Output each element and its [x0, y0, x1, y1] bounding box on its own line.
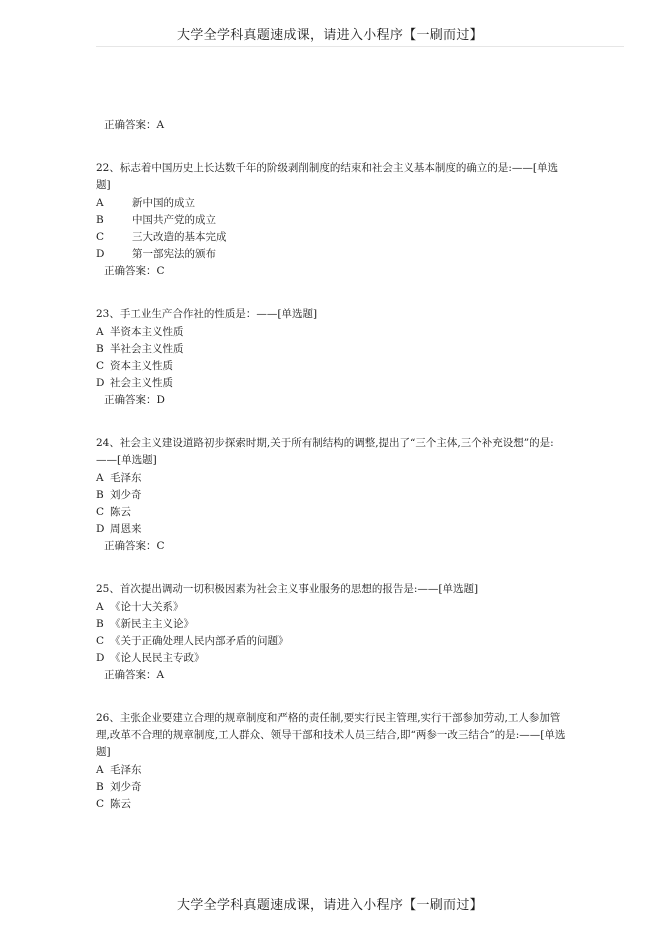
option-text: 中国共产党的成立 — [132, 214, 216, 226]
question-text: 26、主张企业要建立合理的规章制度和严格的责任制,要实行民主管理,实行干部参加劳动,工人参加管理,改革不合理的规章制度,工人群众、领导干部和技术人员三结合,即“两参一改三结合”的是:——[单选题] — [96, 712, 566, 758]
option-b[interactable] — [96, 487, 570, 504]
option-c[interactable] — [96, 796, 570, 813]
option-b[interactable] — [96, 341, 570, 358]
option-text: 新中国的成立 — [132, 197, 195, 209]
option-a[interactable] — [96, 324, 570, 341]
question-text: 25、首次提出调动一切积极因素为社会主义事业服务的思想的报告是:——[单选题] — [96, 583, 479, 595]
option-a[interactable] — [96, 762, 570, 779]
option-letter: C — [96, 798, 105, 810]
option-letter: C — [96, 635, 105, 647]
question-25 — [96, 581, 570, 684]
option-c[interactable] — [96, 504, 570, 521]
option-text: 第一部宪法的颁布 — [132, 248, 216, 260]
correct-answer: 正确答案：C — [104, 265, 165, 277]
option-text: 刘少奇 — [110, 781, 142, 793]
option-text: 《论人民民主专政》 — [110, 652, 205, 664]
option-b[interactable] — [96, 616, 570, 633]
option-text: 半社会主义性质 — [110, 343, 184, 355]
option-letter: D — [96, 377, 105, 389]
option-text: 社会主义性质 — [110, 377, 173, 389]
correct-answer: 正确答案：C — [104, 540, 165, 552]
option-b[interactable] — [96, 779, 570, 796]
option-letter: D — [96, 523, 105, 535]
option-text: 半资本主义性质 — [110, 326, 184, 338]
option-a[interactable] — [96, 470, 570, 487]
option-text: 《关于正确处理人民内部矛盾的问题》 — [110, 635, 289, 647]
option-text: 陈云 — [110, 506, 131, 518]
option-d[interactable] — [96, 246, 570, 263]
option-a[interactable] — [96, 195, 570, 212]
option-d[interactable] — [96, 521, 570, 538]
previous-answer: 正确答案：A — [104, 119, 165, 131]
option-c[interactable] — [96, 358, 570, 375]
option-text: 陈云 — [110, 798, 131, 810]
option-letter: C — [96, 360, 105, 372]
option-letter: A — [96, 197, 104, 209]
header-divider — [96, 46, 624, 47]
option-letter: B — [96, 343, 104, 355]
page-footer: 大学全学科真题速成课，请进入小程序【一刷而过】 — [177, 898, 483, 913]
correct-answer: 正确答案：D — [104, 394, 165, 406]
option-text: 资本主义性质 — [110, 360, 173, 372]
option-letter: C — [96, 231, 105, 243]
option-a[interactable] — [96, 599, 570, 616]
option-text: 毛泽东 — [110, 764, 142, 776]
correct-answer: 正确答案：A — [104, 669, 165, 681]
question-text: 24、社会主义建设道路初步探索时期,关于所有制结构的调整,提出了“三个主体,三个补充设想”的是:——[单选题] — [96, 437, 554, 466]
option-text: 三大改造的基本完成 — [132, 231, 227, 243]
question-24 — [96, 435, 570, 555]
option-letter: B — [96, 489, 104, 501]
option-d[interactable] — [96, 650, 570, 667]
option-letter: A — [96, 326, 104, 338]
option-text: 刘少奇 — [110, 489, 142, 501]
option-text: 《论十大关系》 — [110, 601, 184, 613]
option-c[interactable] — [96, 229, 570, 246]
option-letter: D — [96, 652, 105, 664]
option-letter: A — [96, 764, 104, 776]
option-letter: C — [96, 506, 105, 518]
question-list — [96, 117, 570, 813]
question-22 — [96, 160, 570, 280]
question-26 — [96, 710, 570, 813]
page-header: 大学全学科真题速成课，请进入小程序【一刷而过】 — [177, 28, 483, 43]
option-text: 毛泽东 — [110, 472, 142, 484]
option-d[interactable] — [96, 375, 570, 392]
option-letter: B — [96, 214, 104, 226]
option-b[interactable] — [96, 212, 570, 229]
question-text: 22、标志着中国历史上长达数千年的阶级剥削制度的结束和社会主义基本制度的确立的是:——[单选题] — [96, 162, 558, 191]
option-letter: A — [96, 472, 104, 484]
question-text: 23、手工业生产合作社的性质是：——[单选题] — [96, 308, 318, 320]
option-letter: D — [96, 248, 105, 260]
option-letter: A — [96, 601, 104, 613]
option-c[interactable] — [96, 633, 570, 650]
option-text: 周恩来 — [110, 523, 142, 535]
option-letter: B — [96, 618, 104, 630]
option-letter: B — [96, 781, 104, 793]
option-text: 《新民主主义论》 — [110, 618, 194, 630]
question-23 — [96, 306, 570, 409]
